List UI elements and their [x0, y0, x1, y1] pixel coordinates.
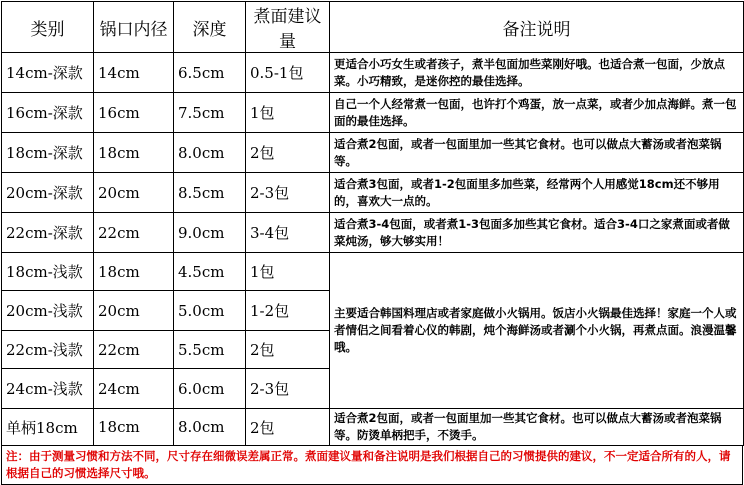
cell-diameter: 18cm	[94, 253, 174, 291]
cell-note: 适合煮3包面，或者1-2包面里多加些菜，经常两个人用感觉18cm还不够用的，喜欢大一点的。	[330, 173, 744, 213]
cell-note: 适合煮2包面，或者一包面里加一些其它食材。也可以做点大蓄汤或者泡菜锅等。防烫单柄把手，不烫手。	[330, 409, 744, 446]
cell-diameter: 22cm	[94, 331, 174, 369]
cell-noodles: 2-3包	[246, 369, 330, 409]
cell-diameter: 14cm	[94, 53, 174, 93]
cell-depth: 6.5cm	[174, 53, 246, 93]
cell-depth: 8.5cm	[174, 173, 246, 213]
cell-depth: 9.0cm	[174, 213, 246, 253]
cell-noodles: 2包	[246, 331, 330, 369]
header-category: 类别	[2, 2, 94, 53]
size-table	[1, 1, 744, 446]
header-noodles: 煮面建议量	[246, 2, 330, 53]
cell-noodles: 2包	[246, 133, 330, 173]
table-row	[2, 253, 744, 291]
table-row	[2, 93, 744, 133]
cell-category: 24cm-浅款	[2, 369, 94, 409]
cell-category: 22cm-浅款	[2, 331, 94, 369]
cell-depth: 8.0cm	[174, 133, 246, 173]
cell-note: 适合煮2包面，或者一包面里加一些其它食材。也可以做点大蓄汤或者泡菜锅等。	[330, 133, 744, 173]
cell-diameter: 24cm	[94, 369, 174, 409]
cell-diameter: 18cm	[94, 409, 174, 446]
header-depth: 深度	[174, 2, 246, 53]
cell-category: 单柄18cm	[2, 409, 94, 446]
cell-diameter: 20cm	[94, 291, 174, 331]
cell-category: 20cm-浅款	[2, 291, 94, 331]
cell-noodles: 1-2包	[246, 291, 330, 331]
cell-category: 18cm-深款	[2, 133, 94, 173]
cell-category: 20cm-深款	[2, 173, 94, 213]
cell-note: 自己一个人经常煮一包面，也许打个鸡蛋，放一点菜，或者少加点海鲜。煮一包面的最佳选择。	[330, 93, 744, 133]
cell-depth: 4.5cm	[174, 253, 246, 291]
footnote: 注：由于测量习惯和方法不同，尺寸存在细微误差属正常。煮面建议量和备注说明是我们根据自己的习惯提供的建议，不一定适合所有的人，请根据自己的习惯选择尺寸哦。	[1, 446, 743, 485]
cell-note: 适合煮3-4包面，或者煮1-3包面多加些其它食材。适合3-4口之家煮面或者做菜炖汤，够大够实用！	[330, 213, 744, 253]
table-row	[2, 213, 744, 253]
cell-noodles: 0.5-1包	[246, 53, 330, 93]
cell-category: 16cm-深款	[2, 93, 94, 133]
product-size-table-page	[1, 1, 743, 480]
table-row	[2, 409, 744, 446]
cell-note: 更适合小巧女生或者孩子，煮半包面加些菜刚好哦。也适合煮一包面，少放点菜。小巧精致，是迷你控的最佳选择。	[330, 53, 744, 93]
cell-noodles: 3-4包	[246, 213, 330, 253]
cell-diameter: 22cm	[94, 213, 174, 253]
cell-noodles: 2-3包	[246, 173, 330, 213]
cell-noodles: 1包	[246, 93, 330, 133]
cell-noodles: 1包	[246, 253, 330, 291]
table-row	[2, 53, 744, 93]
cell-diameter: 20cm	[94, 173, 174, 213]
cell-noodles: 2包	[246, 409, 330, 446]
header-diameter: 锅口内径	[94, 2, 174, 53]
cell-depth: 6.0cm	[174, 369, 246, 409]
cell-diameter: 16cm	[94, 93, 174, 133]
cell-depth: 5.5cm	[174, 331, 246, 369]
cell-category: 14cm-深款	[2, 53, 94, 93]
table-row	[2, 173, 744, 213]
cell-depth: 5.0cm	[174, 291, 246, 331]
cell-depth: 8.0cm	[174, 409, 246, 446]
cell-category: 22cm-深款	[2, 213, 94, 253]
cell-diameter: 18cm	[94, 133, 174, 173]
cell-category: 18cm-浅款	[2, 253, 94, 291]
cell-depth: 7.5cm	[174, 93, 246, 133]
header-row	[2, 2, 744, 53]
cell-note-shallow: 主要适合韩国料理店或者家庭做小火锅用。饭店小火锅最佳选择！家庭一个人或者情侣之间看着心仪的韩剧，炖个海鲜汤或者涮个小火锅，再煮点面。浪漫温馨哦。	[330, 253, 744, 409]
header-note: 备注说明	[330, 2, 744, 53]
table-row	[2, 133, 744, 173]
